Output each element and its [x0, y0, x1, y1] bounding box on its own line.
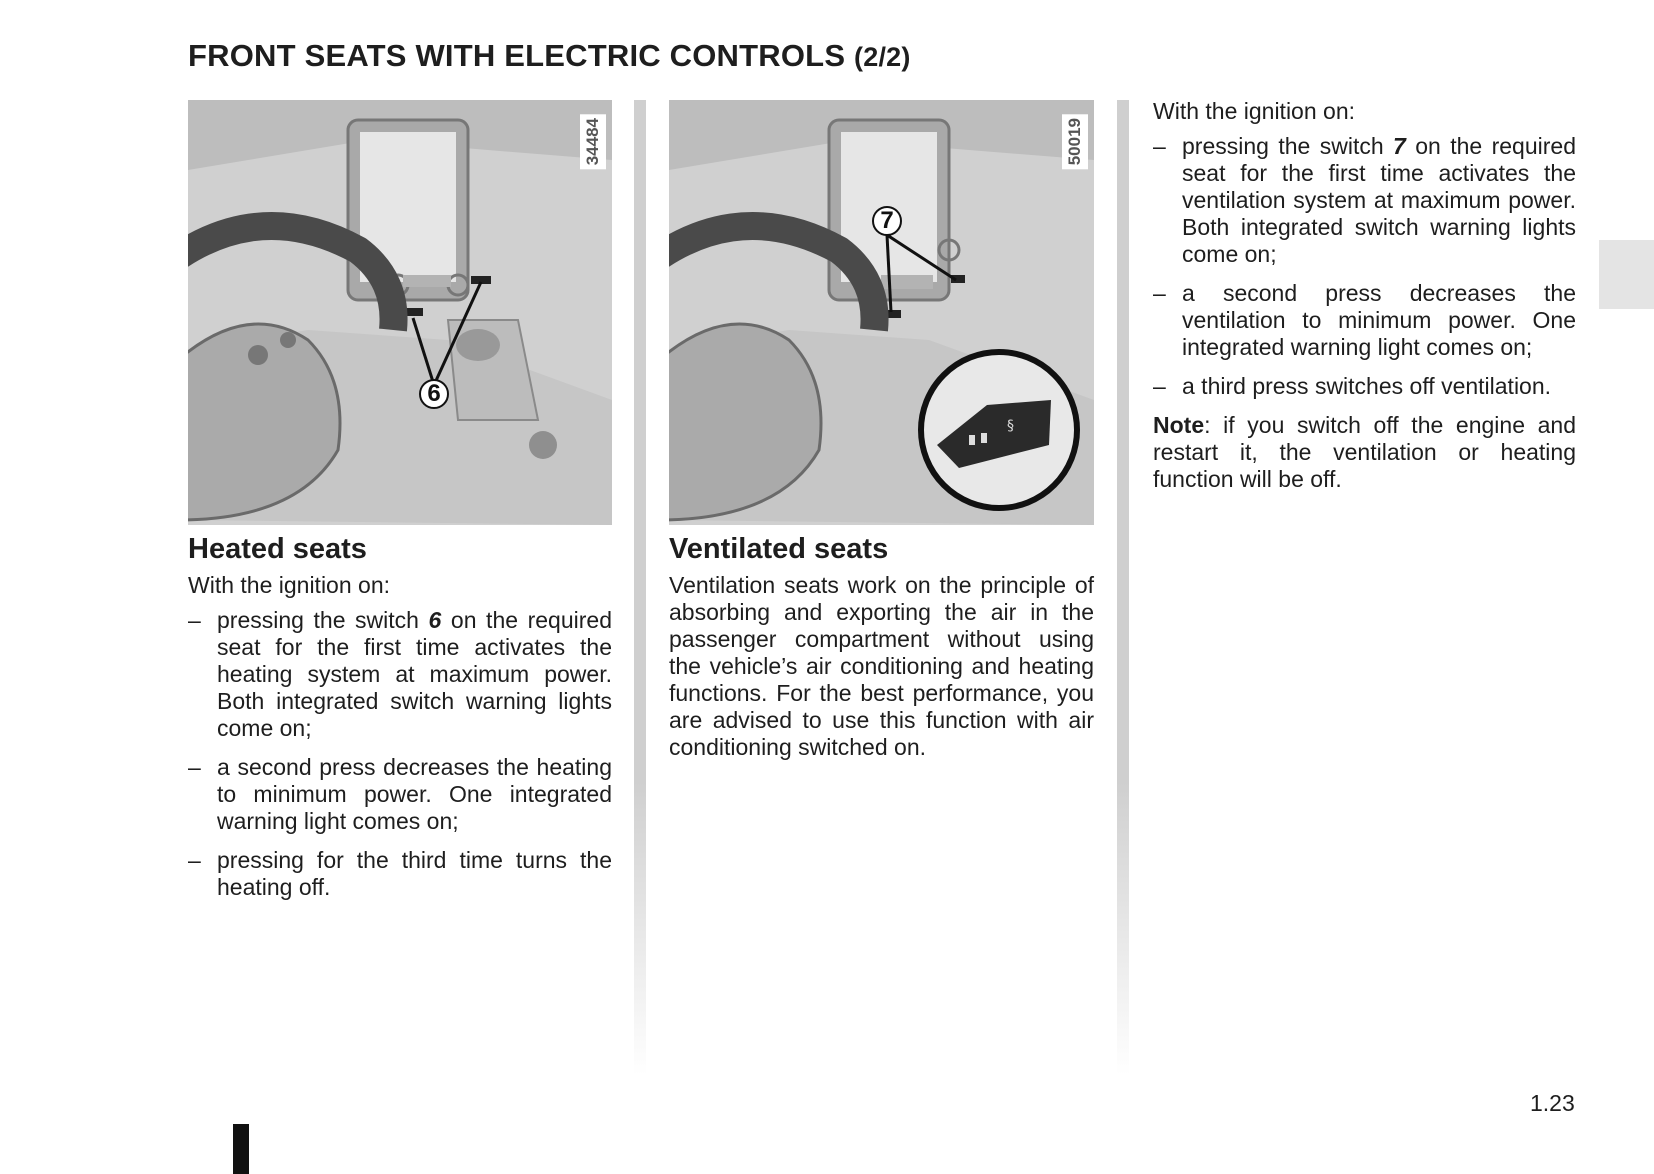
svg-text:§: § — [1007, 418, 1014, 434]
switch-number: 7 — [1393, 133, 1406, 159]
note-paragraph — [1153, 412, 1576, 493]
heated-seats-column — [188, 100, 612, 913]
heated-intro: With the ignition on: — [188, 572, 391, 598]
list-item-text: pressing the switch — [1182, 133, 1394, 159]
list-item — [188, 607, 612, 742]
column-divider — [634, 100, 646, 1075]
list-item-text: on the required seat for the first time activates the ventilation system at maximum power. Both integrated switch warning lights come on; — [1182, 133, 1576, 267]
ventilated-seats-heading: Ventilated seats — [669, 533, 889, 565]
ventilation-instructions-column — [1153, 98, 1576, 516]
callout-6: 6 — [419, 379, 449, 409]
list-item: – a second press decreases the ventilation to minimum power. One integrated warning light comes on; — [1153, 280, 1576, 361]
ventilation-intro: With the ignition on: — [1153, 98, 1356, 124]
list-item — [1153, 133, 1576, 268]
note-label: Note — [1153, 412, 1205, 438]
list-item: – a third press switches off ventilation. — [1153, 373, 1576, 400]
page-number: 1.23 — [1530, 1090, 1575, 1116]
page-title-suffix: (2/2) — [854, 42, 911, 72]
page-title-text: FRONT SEATS WITH ELECTRIC CONTROLS — [188, 38, 846, 73]
heated-seats-illustration — [188, 100, 612, 525]
list-item: – a second press decreases the heating to minimum power. One integrated warning light comes on; — [188, 754, 612, 835]
callout-7: 7 — [872, 206, 902, 236]
ventilation-steps-list — [1153, 133, 1576, 400]
dashboard-drawing — [188, 100, 612, 525]
figure-code: 34484 — [580, 114, 606, 169]
ventilated-seats-column — [669, 100, 1094, 761]
switch-number: 6 — [428, 607, 442, 633]
note-text: : if you switch off the engine and restart it, the ventilation or heating function will be off. — [1153, 412, 1576, 492]
dashboard-drawing — [669, 100, 1094, 525]
heated-steps-list — [188, 607, 612, 901]
list-item-text: on the required seat for the first time activates the heating system at maximum power. Both integrated switch warning lights come on; — [217, 607, 612, 741]
ventilated-seats-illustration — [669, 100, 1094, 525]
page-title — [188, 38, 911, 74]
column-divider — [1117, 100, 1129, 1075]
crop-mark — [233, 1124, 249, 1174]
figure-code: 50019 — [1062, 114, 1088, 169]
list-item: – pressing for the third time turns the heating off. — [188, 847, 612, 901]
list-item-text: pressing the switch — [217, 607, 429, 633]
ventilated-description: Ventilation seats work on the principle of absorbing and exporting the air in the passenger compartment without using the vehicle’s air conditioning and heating functions. For the best performance, you are advised to use this function with air conditioning switched on. — [669, 572, 1094, 760]
heated-seats-heading: Heated seats — [188, 533, 367, 565]
chapter-tab — [1599, 240, 1654, 309]
